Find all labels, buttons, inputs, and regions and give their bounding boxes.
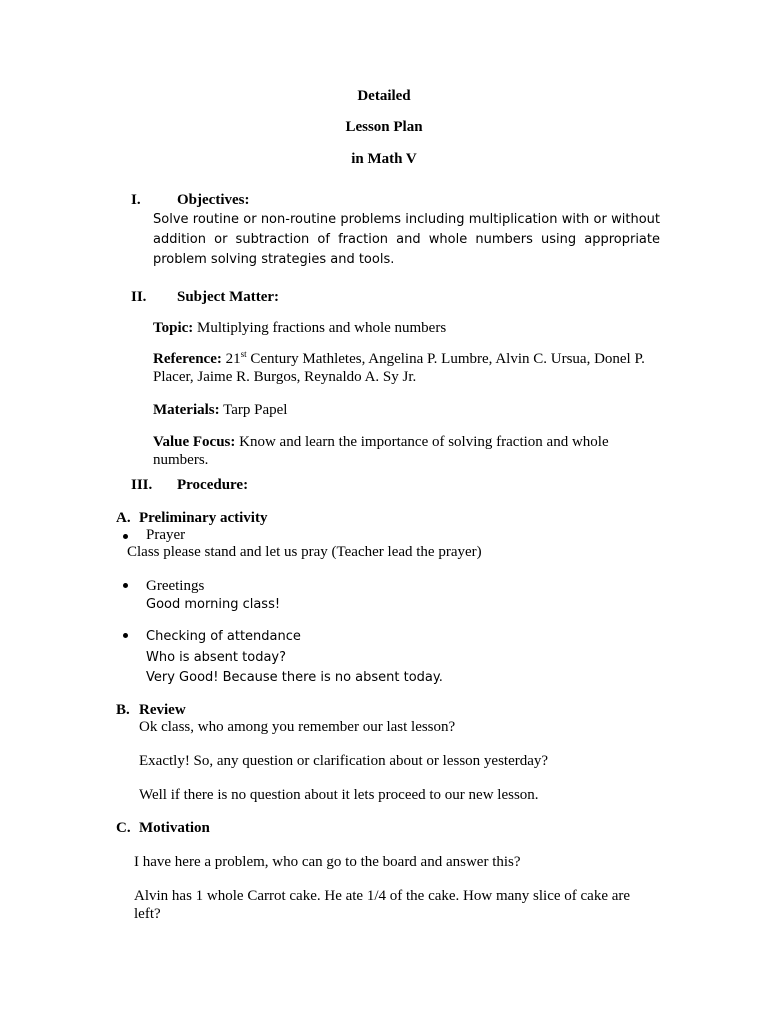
review-letter: B.	[116, 702, 130, 718]
review-line-3: Well if there is no question about it lets proceed to our new lesson.	[139, 787, 539, 803]
reference-line	[153, 350, 663, 386]
value-focus-label: Value Focus:	[153, 434, 236, 450]
reference-number: 21	[225, 351, 241, 367]
motivation-line-2: Alvin has 1 whole Carrot cake. He ate 1/4 of the cake. How many slice of cake are left?	[134, 888, 631, 922]
review-heading: Review	[139, 702, 186, 718]
review-line-2: Exactly! So, any question or clarification about or lesson yesterday?	[139, 753, 549, 769]
title-line-2: Lesson Plan	[345, 119, 423, 135]
motivation-letter: C.	[116, 820, 131, 836]
motivation-heading: Motivation	[139, 820, 210, 836]
prayer-text: Class please stand and let us pray (Teacher lead the prayer)	[127, 544, 482, 560]
greetings-text: Good morning class!	[146, 597, 281, 612]
attendance-line-1: Who is absent today?	[146, 650, 287, 665]
topic-line	[153, 320, 446, 337]
greetings-bullet	[123, 583, 128, 588]
materials-value: Tarp Papel	[223, 402, 288, 418]
title-line-1: Detailed	[357, 88, 411, 104]
title-line-3: in Math V	[351, 151, 417, 167]
motivation-line-1: I have here a problem, who can go to the board and answer this?	[134, 854, 521, 870]
prayer-bullet	[123, 534, 128, 539]
attendance-label: Checking of attendance	[146, 629, 301, 644]
prayer-label: Prayer	[146, 527, 186, 543]
materials-line	[153, 402, 287, 419]
procedure-numeral: III.	[131, 477, 153, 493]
attendance-bullet	[123, 633, 128, 638]
review-line-1: Ok class, who among you remember our last lesson?	[139, 719, 456, 735]
objectives-heading: Objectives:	[177, 192, 250, 208]
objectives-numeral: I.	[131, 192, 141, 208]
reference-label: Reference:	[153, 351, 222, 367]
preliminary-letter: A.	[116, 510, 131, 526]
value-focus-value: Know and learn the importance of solving fraction and whole numbers.	[153, 434, 609, 468]
materials-label: Materials:	[153, 402, 220, 418]
reference-text: Century Mathletes, Angelina P. Lumbre, Alvin C. Ursua, Donel P. Placer, Jaime R. Burgos, Reynaldo A. Sy Jr.	[153, 351, 645, 385]
subject-matter-numeral: II.	[131, 289, 147, 305]
attendance-line-2: Very Good! Because there is no absent today.	[146, 670, 443, 685]
topic-value: Multiplying fractions and whole numbers	[197, 320, 447, 336]
subject-matter-heading: Subject Matter:	[177, 289, 280, 305]
value-focus-line	[153, 433, 633, 469]
greetings-label: Greetings	[146, 578, 205, 594]
preliminary-heading: Preliminary activity	[139, 510, 268, 526]
objectives-text: Solve routine or non-routine problems including multiplication with or without addition or subtraction of fraction and whole numbers using appropriate problem solving strategies and tools.	[153, 212, 660, 267]
procedure-heading: Procedure:	[177, 477, 249, 493]
reference-superscript: st	[240, 349, 247, 359]
topic-label: Topic:	[153, 320, 194, 336]
